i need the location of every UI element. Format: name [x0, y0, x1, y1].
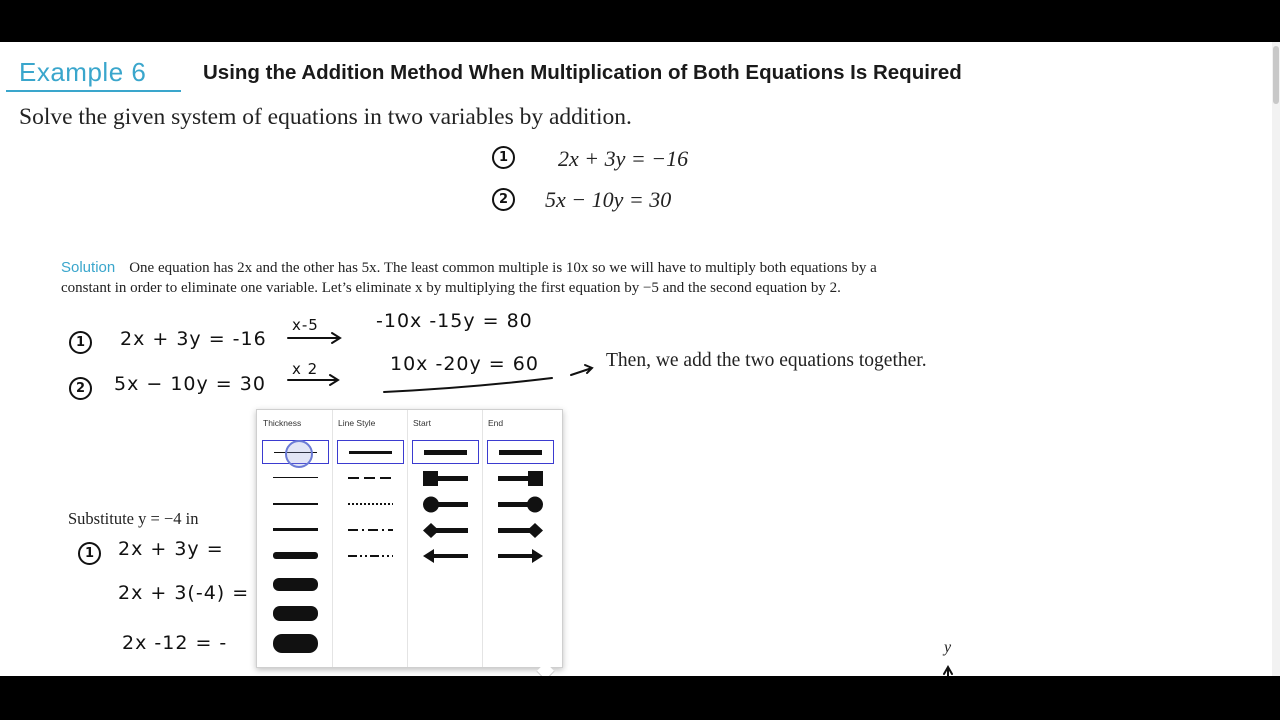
end-option-diamond[interactable]	[487, 518, 554, 542]
start-option-none[interactable]	[412, 440, 479, 464]
pointer-cursor-icon	[285, 440, 313, 468]
start-option-square[interactable]	[412, 466, 479, 490]
arrow-start-icon	[412, 544, 479, 568]
hw-row1-result: -10x -15y = 80	[376, 310, 533, 332]
example-label: Example 6	[19, 57, 147, 87]
hw-marker-1: 1	[69, 331, 92, 354]
thickness-option-4[interactable]	[262, 518, 329, 542]
thickness-option-3[interactable]	[262, 492, 329, 516]
end-option-none[interactable]	[487, 440, 554, 464]
end-label: End	[488, 418, 504, 428]
start-option-arrow[interactable]	[412, 544, 479, 568]
start-column	[407, 410, 483, 667]
equation-2: 5x − 10y = 30	[545, 187, 672, 212]
problem-prompt: Solve the given system of equations in two variables by addition.	[19, 104, 632, 130]
hw-arrow-3	[571, 365, 592, 375]
hw-row1-multiplier: x-5	[292, 316, 319, 334]
end-option-circle[interactable]	[487, 492, 554, 516]
hw-sub-marker: 1	[78, 542, 101, 565]
equation-2-marker: 2	[492, 188, 515, 211]
hw-row2-result: 10x -20y = 60	[390, 353, 539, 375]
example-title: Using the Addition Method When Multiplication of Both Equations Is Required	[203, 61, 962, 84]
bottom-letterbox	[0, 676, 1280, 720]
thickness-option-2[interactable]	[262, 466, 329, 490]
solution-text: One equation has 2x and the other has 5x. The least common multiple is 10x so we will have to multiply both equations by a constant in order to eliminate one variable. Let’s eliminate x by multiplying the first equation by −5 and the second equation by 2.	[61, 260, 877, 296]
start-label: Start	[413, 418, 431, 428]
hw-arrow-2	[288, 375, 338, 385]
thickness-option-8[interactable]	[262, 632, 329, 656]
equation-1-marker: 1	[492, 146, 515, 169]
hw-sub-line-1: 2x + 3y =	[118, 538, 224, 560]
style-option-dash-dot[interactable]	[337, 518, 404, 542]
note-text: Then, we add the two equations together.	[606, 350, 927, 371]
diamond-end-icon	[487, 518, 554, 542]
hw-sub-line-2: 2x + 3(-4) =	[118, 582, 250, 604]
circle-end-icon	[487, 492, 554, 516]
y-axis-arrow	[944, 667, 952, 676]
substitute-text: Substitute y = −4 in	[68, 509, 199, 528]
hw-row2-equation: 5x − 10y = 30	[114, 373, 266, 395]
style-option-dotted[interactable]	[337, 492, 404, 516]
style-option-dash-dot-dot[interactable]	[337, 544, 404, 568]
hw-row1-equation: 2x + 3y = -16	[120, 328, 267, 350]
hw-arrow-1	[288, 333, 340, 343]
hw-sub-line-3: 2x -12 = -	[122, 632, 228, 654]
end-column	[482, 410, 557, 667]
style-option-dashed[interactable]	[337, 466, 404, 490]
hw-marker-2: 2	[69, 377, 92, 400]
start-option-diamond[interactable]	[412, 518, 479, 542]
equation-1: 2x + 3y = −16	[558, 146, 689, 171]
end-option-square[interactable]	[487, 466, 554, 490]
hw-sum-line	[384, 378, 552, 392]
thickness-label: Thickness	[263, 418, 302, 428]
end-option-arrow[interactable]	[487, 544, 554, 568]
style-option-solid[interactable]	[337, 440, 404, 464]
line-style-label: Line Style	[338, 418, 376, 428]
thickness-option-7[interactable]	[262, 602, 329, 626]
document-page	[0, 42, 1280, 676]
thickness-option-6[interactable]	[262, 573, 329, 597]
square-end-icon	[487, 466, 554, 490]
thickness-option-5[interactable]	[262, 544, 329, 568]
arrow-end-icon	[487, 544, 554, 568]
diamond-start-icon	[412, 518, 479, 542]
start-option-circle[interactable]	[412, 492, 479, 516]
circle-start-icon	[412, 492, 479, 516]
hw-row2-multiplier: x 2	[292, 360, 319, 378]
axis-label-y: y	[944, 639, 952, 656]
solution-label: Solution	[61, 259, 116, 276]
square-start-icon	[412, 466, 479, 490]
line-style-column	[332, 410, 408, 667]
